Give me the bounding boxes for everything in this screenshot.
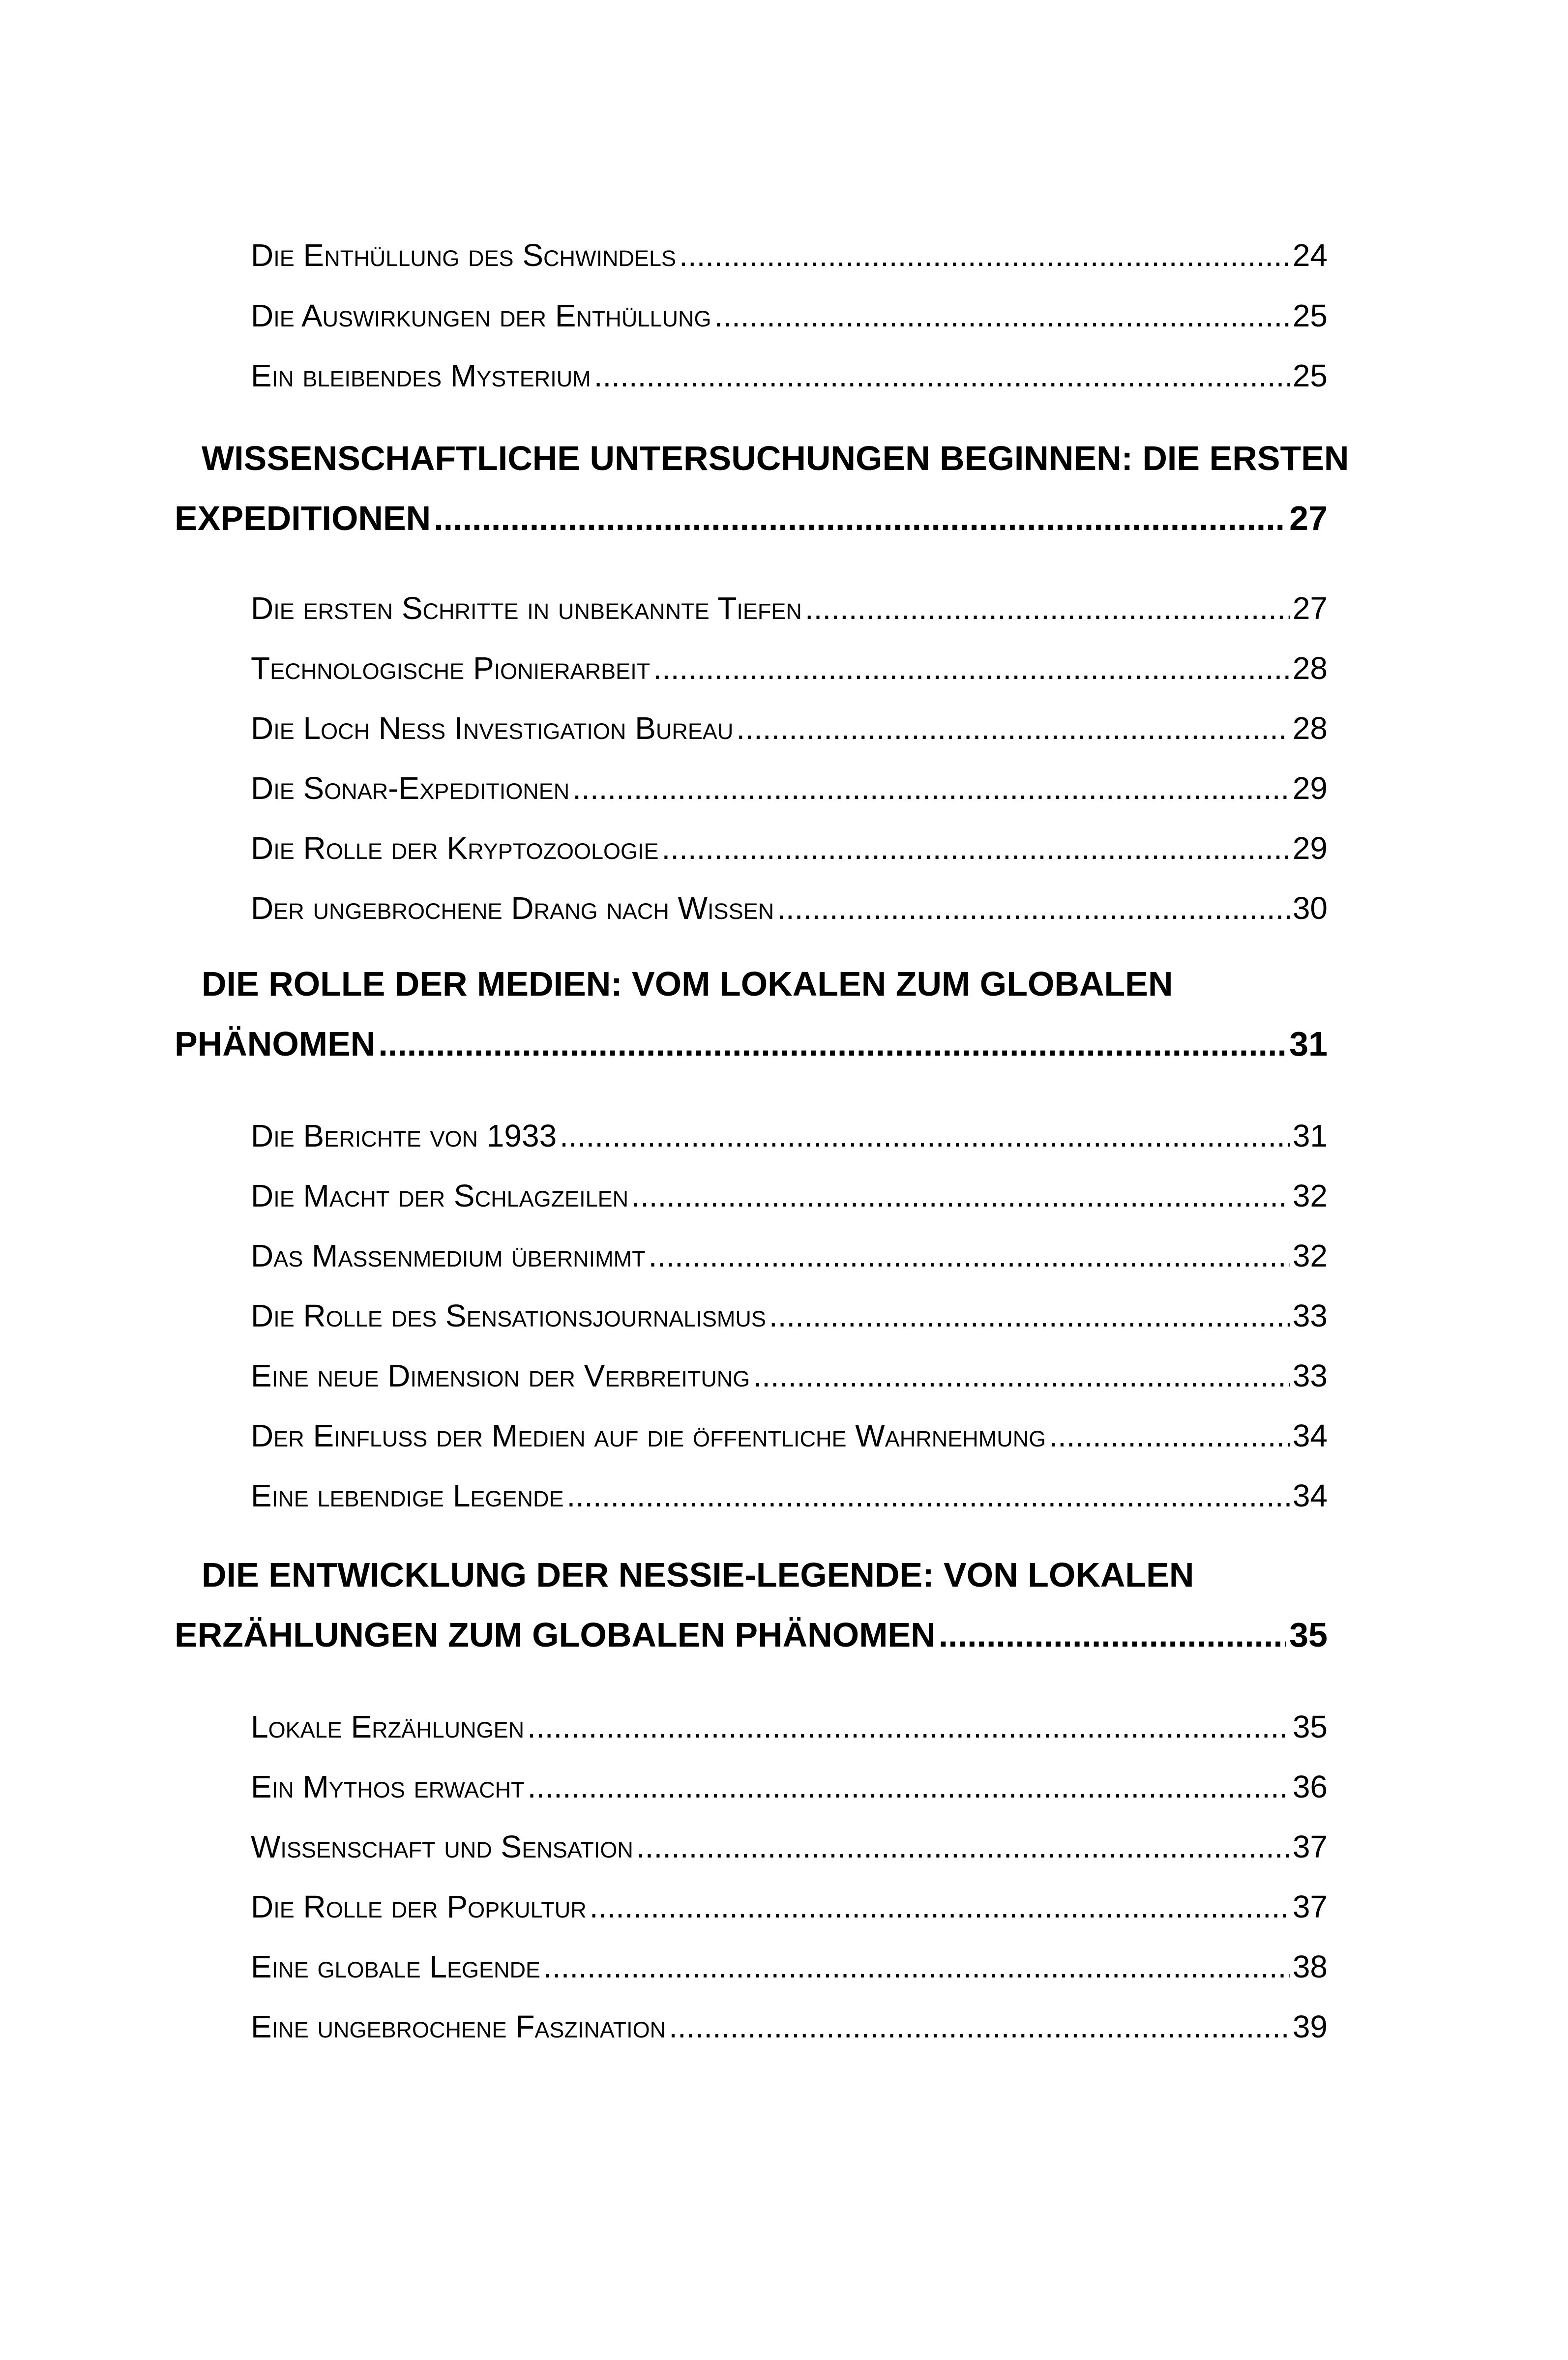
toc-page-number: 24 <box>1292 237 1328 273</box>
toc-page-number: 39 <box>1292 2009 1328 2044</box>
dot-leader <box>590 1888 1290 1925</box>
dot-leader <box>1049 1417 1290 1454</box>
toc-chapter-entry[interactable] <box>175 1615 1328 1654</box>
dot-leader <box>939 1615 1286 1654</box>
toc-page-number: 33 <box>1292 1298 1328 1333</box>
toc-section-entry[interactable] <box>251 1829 1328 1865</box>
dot-leader <box>777 890 1290 926</box>
dot-leader <box>636 1829 1290 1865</box>
toc-page-number: 37 <box>1292 1829 1328 1864</box>
toc-section-title: Eine lebendige Legende <box>251 1478 564 1513</box>
toc-section-title: Die Sonar-Expeditionen <box>251 770 570 806</box>
toc-page-number: 32 <box>1292 1238 1328 1273</box>
toc-section-title: Ein Mythos erwacht <box>251 1769 525 1804</box>
toc-page-number: 27 <box>1292 590 1328 626</box>
toc-section-title: Technologische Pionierarbeit <box>251 650 651 686</box>
dot-leader <box>649 1238 1290 1274</box>
toc-page-number: 31 <box>1292 1118 1328 1153</box>
toc-section-title: Wissenschaft und Sensation <box>251 1829 633 1864</box>
toc-page-number: 35 <box>1289 1616 1328 1654</box>
toc-page-number: 29 <box>1292 770 1328 806</box>
toc-section-entry[interactable] <box>251 297 1328 334</box>
dot-leader <box>378 1024 1286 1063</box>
dot-leader <box>543 1948 1290 1985</box>
dot-leader <box>527 1709 1290 1745</box>
toc-chapter-title-line: DIE ROLLE DER MEDIEN: VOM LOKALEN ZUM GLOBALEN <box>202 965 1173 1003</box>
toc-section-title: Das Massenmedium übernimmt <box>251 1238 646 1273</box>
toc-section-entry[interactable] <box>251 237 1328 273</box>
toc-section-entry[interactable] <box>251 2008 1328 2045</box>
toc-section-entry[interactable] <box>251 830 1328 866</box>
toc-section-entry[interactable] <box>251 1888 1328 1925</box>
toc-section-entry[interactable] <box>251 650 1328 686</box>
toc-page-number: 38 <box>1292 1949 1328 1984</box>
toc-section-entry[interactable] <box>251 1417 1328 1454</box>
toc-page-number: 36 <box>1292 1769 1328 1804</box>
dot-leader <box>631 1178 1290 1214</box>
toc-section-title: Eine ungebrochene Faszination <box>251 2009 666 2044</box>
toc-section-entry[interactable] <box>251 890 1328 926</box>
toc-section-title: Die ersten Schritte in unbekannte Tiefen <box>251 590 802 626</box>
toc-section-title: Die Macht der Schlagzeilen <box>251 1178 629 1213</box>
dot-leader <box>769 1298 1290 1334</box>
toc-section-title: Eine globale Legende <box>251 1949 541 1984</box>
dot-leader <box>736 710 1289 746</box>
toc-section-entry[interactable] <box>251 770 1328 806</box>
toc-chapter-title: EXPEDITIONEN <box>175 499 431 537</box>
toc-chapter-entry[interactable] <box>175 1024 1328 1063</box>
toc-page-number: 33 <box>1292 1358 1328 1393</box>
toc-chapter-title: PHÄNOMEN <box>175 1025 376 1063</box>
toc-chapter-title: ERZÄHLUNGEN ZUM GLOBALEN PHÄNOMEN <box>175 1616 936 1654</box>
toc-page-number: 31 <box>1289 1025 1328 1063</box>
dot-leader <box>679 237 1290 273</box>
toc-section-title: Die Auswirkungen der Enthüllung <box>251 298 711 333</box>
toc-page-number: 28 <box>1292 710 1328 746</box>
toc-page-number: 32 <box>1292 1178 1328 1213</box>
toc-section-title: Die Rolle der Kryptozoologie <box>251 830 659 866</box>
toc-page-number: 28 <box>1292 650 1328 686</box>
toc-section-title: Die Rolle der Popkultur <box>251 1889 587 1924</box>
dot-leader <box>662 830 1290 866</box>
dot-leader <box>572 770 1290 806</box>
toc-section-entry[interactable] <box>251 1298 1328 1334</box>
toc-chapter-entry[interactable] <box>175 499 1328 538</box>
toc-section-title: Eine neue Dimension der Verbreitung <box>251 1358 750 1393</box>
toc-section-entry[interactable] <box>251 710 1328 746</box>
toc-section-title: Der Einfluss der Medien auf die öffentliche Wahrnehmung <box>251 1418 1046 1453</box>
toc-chapter-title-line: DIE ENTWICKLUNG DER NESSIE-LEGENDE: VON LOKALEN <box>202 1556 1194 1594</box>
dot-leader <box>805 590 1290 626</box>
dot-leader <box>653 650 1290 686</box>
dot-leader <box>528 1769 1290 1805</box>
toc-page-number: 34 <box>1292 1478 1328 1513</box>
toc-page-number: 35 <box>1292 1709 1328 1744</box>
toc-page-number: 25 <box>1292 358 1328 393</box>
toc-page-number: 34 <box>1292 1418 1328 1453</box>
dot-leader <box>669 2008 1290 2045</box>
toc-section-title: Lokale Erzählungen <box>251 1709 525 1744</box>
toc-page-number: 25 <box>1292 298 1328 333</box>
toc-section-entry[interactable] <box>251 1709 1328 1745</box>
toc-section-entry[interactable] <box>251 1948 1328 1985</box>
toc-section-entry[interactable] <box>251 590 1328 626</box>
toc-section-entry[interactable] <box>251 1118 1328 1154</box>
dot-leader <box>753 1357 1290 1394</box>
toc-page-number: 27 <box>1289 499 1328 537</box>
toc-page-number: 37 <box>1292 1889 1328 1924</box>
toc-section-entry[interactable] <box>251 1238 1328 1274</box>
toc-section-title: Die Berichte von 1933 <box>251 1118 557 1153</box>
toc-section-entry[interactable] <box>251 1178 1328 1214</box>
toc-section-entry[interactable] <box>251 1769 1328 1805</box>
toc-section-title: Ein bleibendes Mysterium <box>251 358 591 393</box>
toc-page-number: 29 <box>1292 830 1328 866</box>
toc-page-number: 30 <box>1292 890 1328 926</box>
dot-leader <box>594 357 1290 394</box>
toc-section-title: Die Loch Ness Investigation Bureau <box>251 710 734 746</box>
dot-leader <box>714 297 1289 334</box>
toc-section-title: Die Rolle des Sensationsjournalismus <box>251 1298 766 1333</box>
dot-leader <box>434 499 1286 538</box>
toc-chapter-title-line: WISSENSCHAFTLICHE UNTERSUCHUNGEN BEGINNEN: DIE ERSTEN <box>202 439 1349 477</box>
dot-leader <box>567 1477 1290 1514</box>
dot-leader <box>560 1118 1290 1154</box>
toc-section-title: Die Enthüllung des Schwindels <box>251 237 677 273</box>
toc-section-entry[interactable] <box>251 1357 1328 1394</box>
toc-section-title: Der ungebrochene Drang nach Wissen <box>251 890 774 926</box>
toc-section-entry[interactable] <box>251 1477 1328 1514</box>
toc-section-entry[interactable] <box>251 357 1328 394</box>
